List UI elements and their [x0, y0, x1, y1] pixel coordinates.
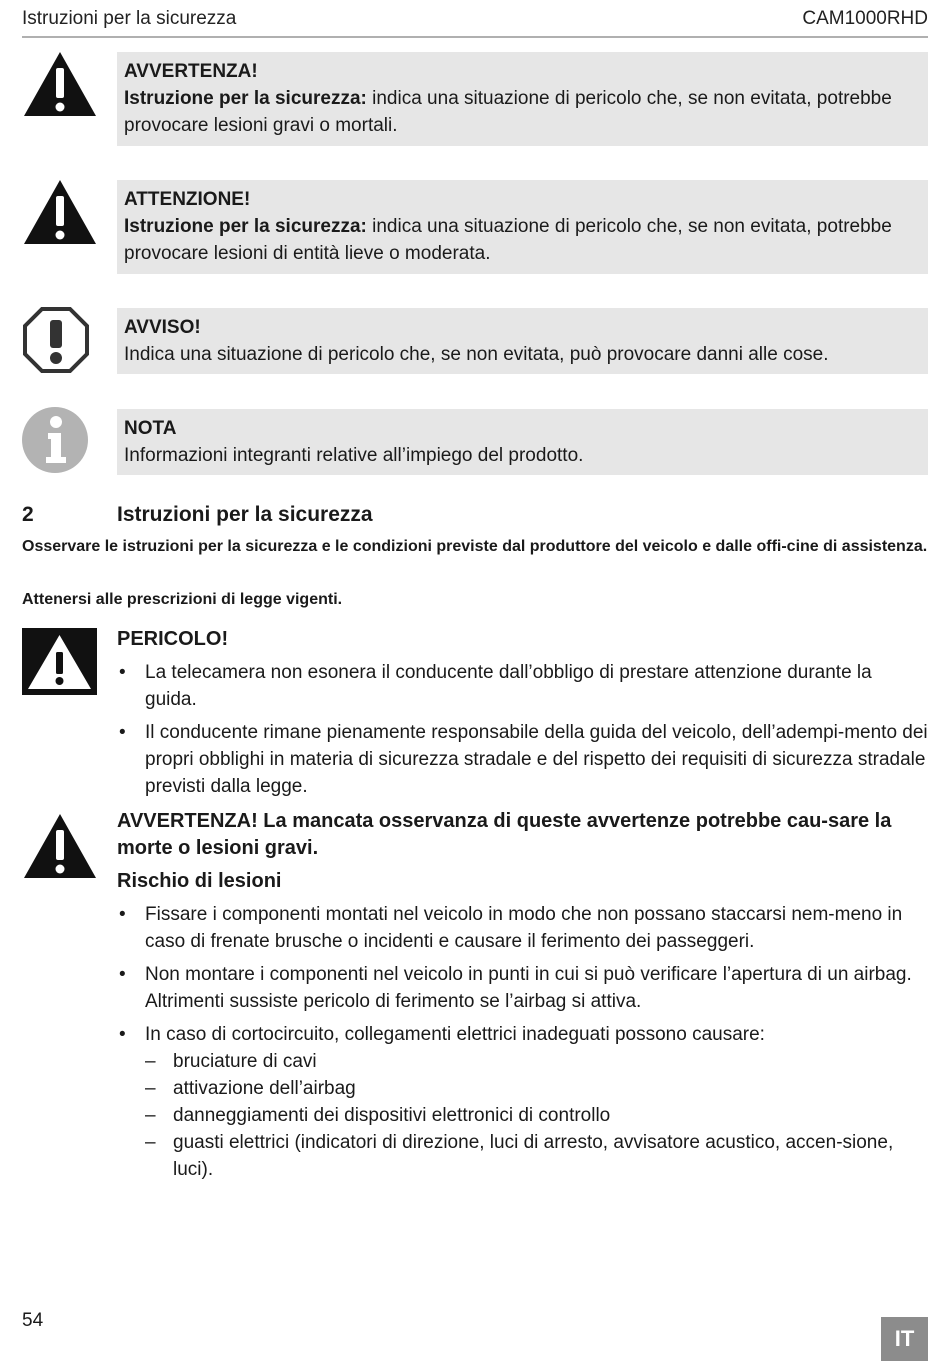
warning-list	[117, 901, 928, 1183]
list-item: • Il conducente rimane pienamente responsabile della guida del veicolo, dell’adempi-mento dei propri obblighi in materia di sicurezza stradale e del rispetto dei requisiti di sicurezza stradale previsti dalla legge.	[117, 719, 928, 800]
list-item: • Fissare i componenti montati nel veicolo in modo che non possano staccarsi nem-meno in caso di frenate brusche o incidenti e causare il ferimento dei passeggeri.	[117, 901, 928, 955]
page-header	[22, 8, 928, 38]
list-item: • Non montare i componenti nel veicolo in punti in cui si può verificare l’apertura di un airbag. Altrimenti sussiste pericolo di ferimento se l’airbag si attiva.	[117, 961, 928, 1015]
signal-text: Informazioni integranti relative all’impiego del prodotto.	[124, 445, 584, 466]
signal-box	[117, 308, 928, 374]
danger-list	[117, 659, 928, 800]
signal-attenzione	[22, 178, 928, 272]
list-item: • La telecamera non esonera il conducente dall’obbligo di prestare attenzione durante la guida.	[117, 659, 928, 713]
section-title: Istruzioni per la sicurezza	[117, 503, 373, 526]
signal-text: Istruzione per la sicurezza: indica una situazione di pericolo che, se non evitata, potrebbe provocare lesioni gravi o mortali.	[124, 88, 892, 136]
warning-triangle-icon	[22, 178, 98, 246]
info-icon	[22, 407, 88, 473]
signal-box	[117, 409, 928, 475]
sublist-item: – guasti elettrici (indicatori di direzione, luci di arresto, avvisatore acustico, accen-sione, luci).	[145, 1129, 928, 1183]
signal-nota	[22, 407, 928, 475]
section-heading	[22, 503, 928, 527]
danger-triangle-icon	[22, 628, 97, 695]
warning-subtitle: Rischio di lesioni	[117, 870, 282, 892]
header-title: Istruzioni per la sicurezza	[22, 8, 237, 29]
danger-body	[117, 626, 928, 806]
warning-sublist	[145, 1048, 928, 1183]
signal-text: Indica una situazione di pericolo che, se non evitata, può provocare danni alle cose.	[124, 344, 829, 365]
warning-title: AVVERTENZA! La mancata osservanza di queste avvertenze potrebbe cau-sare la morte o lesioni gravi.	[117, 810, 892, 859]
header-model: CAM1000RHD	[802, 8, 928, 29]
signal-title: AVVERTENZA!	[124, 61, 258, 82]
signal-title: NOTA	[124, 418, 177, 439]
signal-avvertenza	[22, 50, 928, 144]
section-number: 2	[22, 503, 34, 526]
signal-text: Istruzione per la sicurezza: indica una situazione di pericolo che, se non evitata, potrebbe provocare lesioni di entità lieve o moderata.	[124, 216, 892, 264]
section-intro-law: Attenersi alle prescrizioni di legge vigenti.	[22, 591, 343, 608]
signal-box	[117, 180, 928, 274]
warning-triangle-icon	[22, 812, 98, 880]
sublist-item: – danneggiamenti dei dispositivi elettronici di controllo	[145, 1102, 928, 1129]
signal-title: ATTENZIONE!	[124, 189, 251, 210]
page-number: 54	[22, 1310, 44, 1331]
notice-octagon-icon	[22, 306, 90, 374]
danger-block	[22, 626, 928, 806]
danger-title: PERICOLO!	[117, 628, 229, 650]
language-tab: IT	[881, 1317, 928, 1361]
signal-title: AVVISO!	[124, 317, 201, 338]
warning-body	[117, 808, 928, 1189]
section-intro: Osservare le istruzioni per la sicurezza e le condizioni previste dal produttore del veicolo e dalle offi-cine di assistenza.	[22, 538, 928, 555]
signal-box	[117, 52, 928, 146]
signal-avviso	[22, 306, 928, 374]
sublist-item: – attivazione dell’airbag	[145, 1075, 928, 1102]
warning-triangle-icon	[22, 50, 98, 118]
list-item: • In caso di cortocircuito, collegamenti elettrici inadeguati possono causare: – bruciature di cavi – attivazione dell’airbag – danneggiamenti dei dispositivi elettronici di controllo – guasti elettrici (indicatori di direzione, luci di arresto, avvisatore acustico, accen-sione, luci).	[117, 1021, 928, 1183]
sublist-item: – bruciature di cavi	[145, 1048, 928, 1075]
warning-block	[22, 808, 928, 1188]
